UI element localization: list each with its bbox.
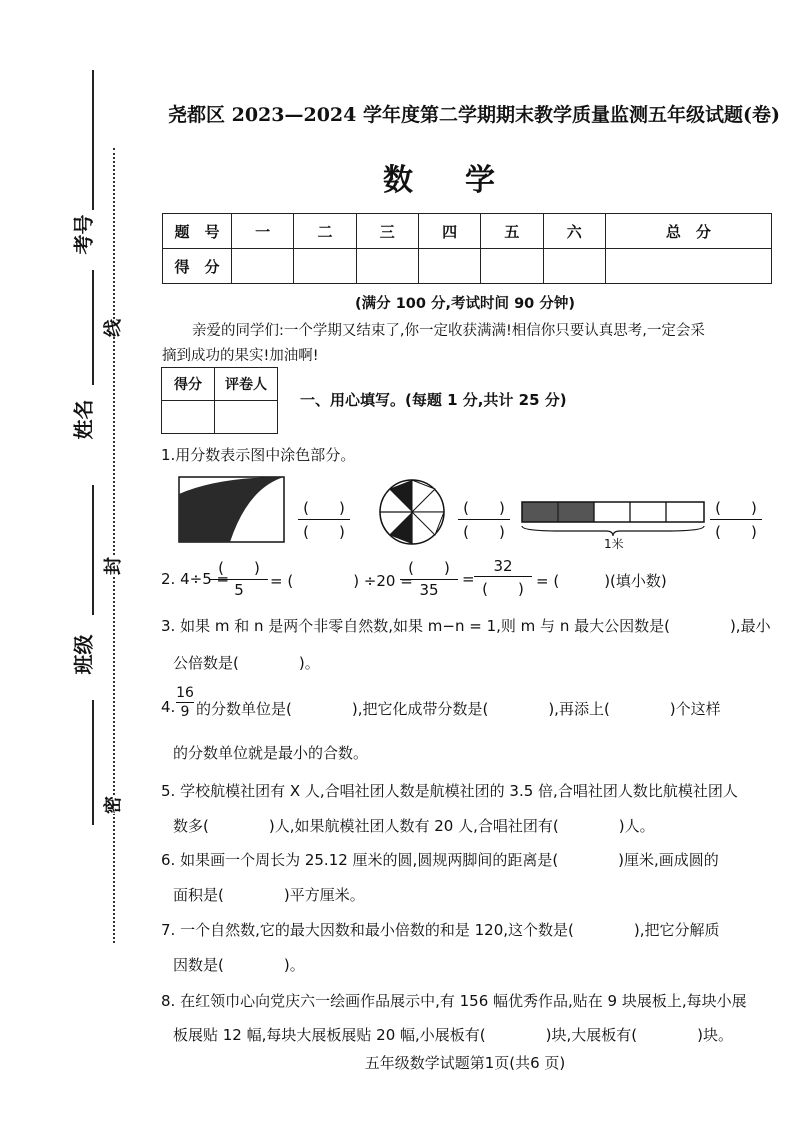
fraction-denominator: 35 xyxy=(419,581,439,599)
score-cell[interactable] xyxy=(543,249,605,284)
score-cell[interactable] xyxy=(418,249,480,284)
question-4-prefix: 4. xyxy=(161,698,176,716)
score-header-cell: 四 xyxy=(418,214,480,249)
question-5-line-2: 数多( )人,如果航模社团人数有 20 人,合唱社团有( )人。 xyxy=(173,817,655,835)
greeting-line-2: 摘到成功的果实!加油啊! xyxy=(162,348,319,364)
question-7-line-2: 因数是( )。 xyxy=(173,956,305,974)
fraction-denominator: ( ) xyxy=(482,580,524,598)
fraction-numerator: ( ) xyxy=(218,559,260,577)
grader-score-label: 得分 xyxy=(162,368,215,401)
fraction-denominator: 9 xyxy=(180,704,190,720)
question-2-end: = ( )(填小数) xyxy=(536,572,667,590)
fraction-numerator: ( ) xyxy=(408,559,450,577)
score-cell[interactable] xyxy=(294,249,356,284)
question-2-equals: = xyxy=(462,570,475,588)
bar-length-label: 1米 xyxy=(604,537,624,551)
class-label: 班级 xyxy=(71,634,96,675)
score-table xyxy=(162,213,772,284)
fraction-numerator: ( ) xyxy=(463,499,505,517)
score-header-cell: 二 xyxy=(294,214,356,249)
q1-answer-fraction-1[interactable] xyxy=(298,497,350,542)
seal-dotted-line xyxy=(113,148,115,943)
class-line xyxy=(92,485,94,615)
section-1-heading: 一、用心填写。(每题 1 分,共计 25 分) xyxy=(300,391,567,409)
question-7-line-1: 7. 一个自然数,它的最大因数和最小倍数的和是 120,这个数是( ),把它分解质 xyxy=(161,921,720,939)
name-label: 姓名 xyxy=(71,399,96,440)
question-6-line-1: 6. 如果画一个周长为 25.12 厘米的圆,圆规两脚间的距离是( )厘米,画成圆的 xyxy=(161,851,719,869)
q1-answer-fraction-3[interactable] xyxy=(710,497,762,542)
fraction-denominator: ( ) xyxy=(303,523,345,541)
score-table-header-row xyxy=(163,214,772,249)
grader-box xyxy=(161,367,278,434)
question-3-line-1: 3. 如果 m 和 n 是两个非零自然数,如果 m−n = 1,则 m 与 n 最大公因数是( ),最小 xyxy=(161,617,771,635)
grader-reviewer-label: 评卷人 xyxy=(215,368,278,401)
question-3-line-2: 公倍数是( )。 xyxy=(173,654,320,672)
fraction-denominator: ( ) xyxy=(463,523,505,541)
score-header-cell: 一 xyxy=(232,214,294,249)
score-header-cell: 总 分 xyxy=(605,214,771,249)
q2-fraction-3[interactable] xyxy=(474,557,532,599)
exam-info: (满分 100 分,考试时间 90 分钟) xyxy=(355,296,575,312)
score-row-label: 得 分 xyxy=(163,249,232,284)
fraction-numerator: ( ) xyxy=(303,499,345,517)
exam-title: 尧都区 2023—2024 学年度第二学期期末教学质量监测五年级试题(卷) xyxy=(168,104,780,126)
figure-rectangle-arc xyxy=(178,476,286,544)
question-4-line-1: 的分数单位是( ),把它化成带分数是( ),再添上( )个这样 xyxy=(196,700,721,718)
q1-answer-fraction-2[interactable] xyxy=(458,497,510,542)
score-cell[interactable] xyxy=(605,249,771,284)
school-line xyxy=(92,700,94,825)
fraction-numerator: 16 xyxy=(176,685,194,701)
q4-fraction xyxy=(176,685,194,720)
fraction-denominator: ( ) xyxy=(715,523,757,541)
question-6-line-2: 面积是( )平方厘米。 xyxy=(173,886,365,904)
seal-char-mi: 密 xyxy=(99,796,125,814)
score-cell[interactable] xyxy=(232,249,294,284)
subject-title: 数学 xyxy=(383,163,547,198)
question-8-line-1: 8. 在红领巾心向党庆六一绘画作品展示中,有 156 幅优秀作品,贴在 9 块展板上,每块小展 xyxy=(161,992,747,1010)
seal-char-feng: 封 xyxy=(99,557,125,575)
question-5-line-1: 5. 学校航模社团有 X 人,合唱社团人数是航模社团的 3.5 倍,合唱社团人数比航模社团人 xyxy=(161,782,738,800)
q2-fraction-2[interactable] xyxy=(400,557,458,599)
fraction-numerator: ( ) xyxy=(715,499,757,517)
fraction-denominator: 5 xyxy=(234,581,244,599)
name-line xyxy=(92,270,94,385)
question-2-mid: = ( ) ÷20 = xyxy=(270,572,413,590)
exam-no-label: 考号 xyxy=(71,214,96,255)
page-footer: 五年级数学试题第1页(共6 页) xyxy=(364,1054,566,1072)
score-header-cell: 题 号 xyxy=(163,214,232,249)
score-table-score-row xyxy=(163,249,772,284)
score-cell[interactable] xyxy=(356,249,418,284)
grader-score-cell[interactable] xyxy=(162,401,215,434)
score-header-cell: 六 xyxy=(543,214,605,249)
greeting-line-1: 亲爱的同学们:一个学期又结束了,你一定收获满满!相信你只要认真思考,一定会采 xyxy=(192,323,705,339)
score-cell[interactable] xyxy=(481,249,543,284)
q2-fraction-1[interactable] xyxy=(210,557,268,599)
question-8-line-2: 板展贴 12 幅,每块大展板展贴 20 幅,小展板有( )块,大展板有( )块。 xyxy=(173,1026,733,1044)
score-header-cell: 五 xyxy=(481,214,543,249)
seal-char-xian: 线 xyxy=(99,319,125,337)
score-header-cell: 三 xyxy=(356,214,418,249)
fraction-numerator: 32 xyxy=(493,557,513,575)
question-4-line-2: 的分数单位就是最小的合数。 xyxy=(173,744,369,762)
question-1: 1.用分数表示图中涂色部分。 xyxy=(161,446,356,464)
grader-reviewer-cell[interactable] xyxy=(215,401,278,434)
figure-circle-triangles xyxy=(378,478,446,546)
question-2-prefix: 2. 4÷5 = xyxy=(161,570,230,588)
